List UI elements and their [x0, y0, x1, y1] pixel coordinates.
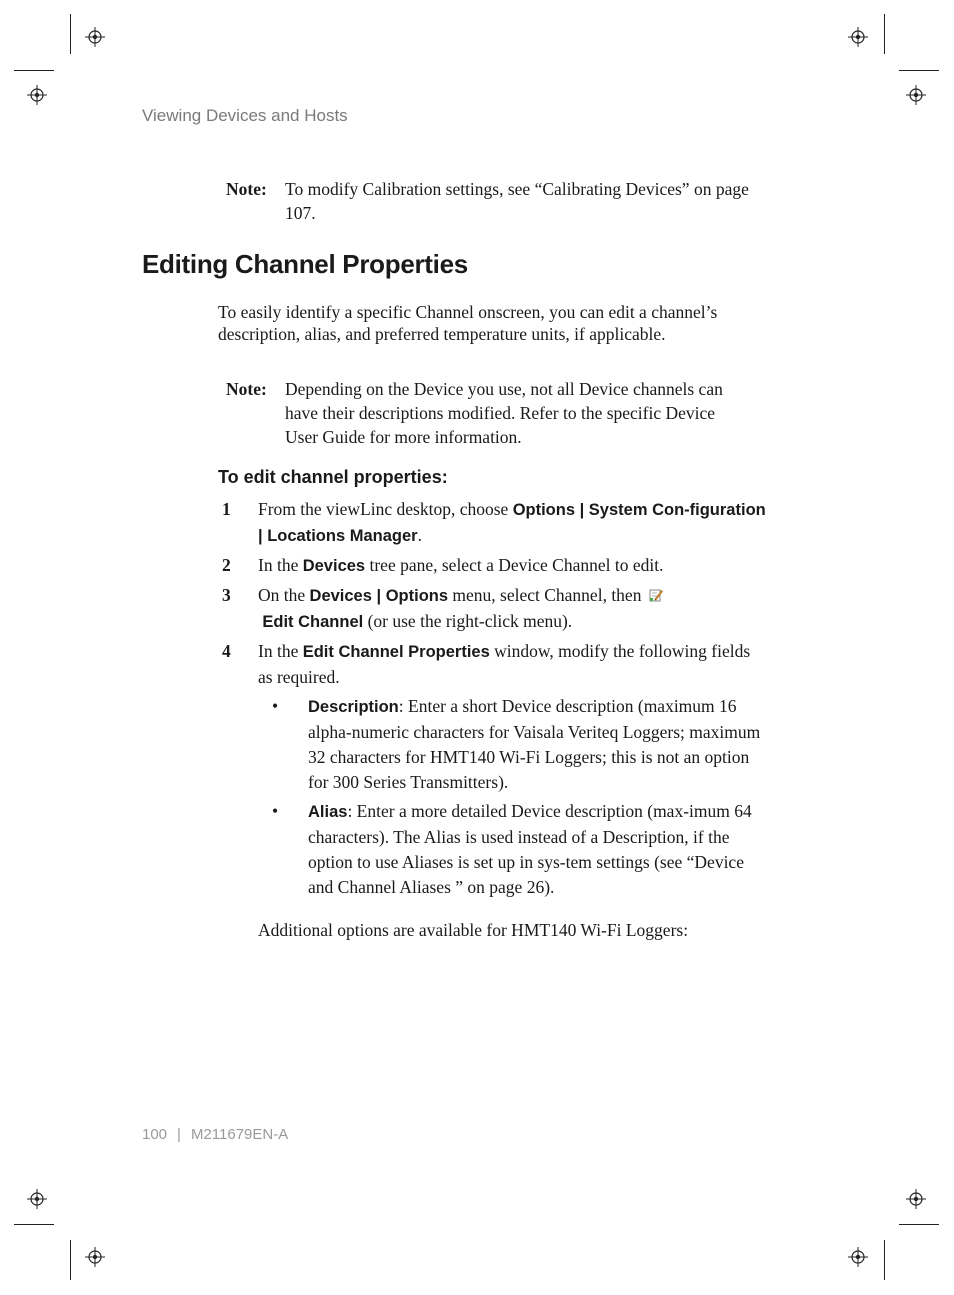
section-heading: Editing Channel Properties — [142, 249, 468, 279]
ui-term: Edit Channel — [262, 613, 364, 631]
crosshair-icon — [848, 27, 868, 47]
crosshair-icon — [906, 85, 926, 105]
menu-path: Devices | Options — [309, 587, 449, 605]
step-item — [222, 497, 767, 549]
page-footer — [142, 1126, 288, 1143]
step-number: 2 — [222, 555, 231, 575]
calibration-note — [226, 177, 766, 225]
step-number: 4 — [222, 641, 231, 661]
intro-paragraph: To easily identify a specific Channel onscreen, you can edit a channel’s description, alias, and preferred temperature units, if applicable. — [218, 302, 718, 344]
bullet-dot: • — [272, 801, 279, 821]
window-name: Edit Channel Properties — [302, 643, 490, 661]
crop-mark — [70, 14, 71, 54]
step-text: tree pane, select a Device Channel to edit. — [365, 555, 664, 575]
crosshair-icon — [85, 1247, 105, 1267]
step-text: In the — [258, 641, 303, 661]
note-text: To modify Calibration settings, see “Calibrating Devices” on page 107. — [285, 179, 749, 223]
step-text: menu, select Channel, then — [448, 585, 646, 605]
note-label: Note: — [226, 379, 267, 399]
step-text: (or use the right-click menu). — [363, 611, 573, 631]
step-item — [222, 639, 767, 690]
crop-mark — [70, 1240, 71, 1280]
crop-mark — [899, 1224, 939, 1225]
bullet-dot: • — [272, 696, 279, 716]
step-item — [222, 553, 767, 579]
step-item — [222, 583, 767, 635]
menu-path: Options | System Con-figuration | Locations Manager — [258, 501, 766, 545]
field-description: : Enter a more detailed Device description (max-imum 64 characters). The Alias is used instead of a Description, if the option to use Aliases is set up in sys-tem settings (see “Device and Channel Aliases ” on page 26). — [308, 801, 752, 897]
crosshair-icon — [906, 1189, 926, 1209]
step-text: From the viewLinc desktop, choose — [258, 499, 513, 519]
note-label: Note: — [226, 179, 267, 199]
ui-term: Devices — [302, 557, 366, 575]
step-text: On the — [258, 585, 310, 605]
field-list — [258, 694, 767, 900]
field-name: Description — [308, 698, 399, 716]
crop-mark — [14, 1224, 54, 1225]
crop-mark — [884, 14, 885, 54]
crosshair-icon — [85, 27, 105, 47]
crop-mark — [884, 1240, 885, 1280]
step-number: 1 — [222, 499, 231, 519]
additional-options-text: Additional options are available for HMT140 Wi-Fi Loggers: — [258, 920, 689, 940]
step-text: In the — [258, 555, 303, 575]
crosshair-icon — [27, 85, 47, 105]
footer-separator: | — [177, 1126, 181, 1143]
edit-pencil-icon — [649, 588, 663, 602]
note-text: Depending on the Device you use, not all Device channels can have their descriptions modified. Refer to the specific Device User Guide for more information. — [285, 379, 723, 447]
device-note — [226, 377, 751, 449]
field-description: : Enter a short Device description (maximum 16 alpha-numeric characters for Vaisala Veriteq Loggers; maximum 32 characters for HMT140 Wi-Fi Loggers; this is not an option for 300 Series Transmitters). — [308, 696, 761, 792]
running-head: Viewing Devices and Hosts — [142, 106, 348, 125]
step-text: window, modify the following fields as required. — [258, 641, 751, 687]
crosshair-icon — [848, 1247, 868, 1267]
document-code: M211679EN-A — [190, 1126, 289, 1143]
crosshair-icon — [27, 1189, 47, 1209]
list-item — [258, 694, 767, 795]
crop-mark — [14, 70, 54, 71]
step-text: . — [417, 525, 422, 545]
page-number: 100 — [142, 1126, 168, 1143]
procedure-steps — [222, 497, 767, 904]
step-number: 3 — [222, 585, 231, 605]
list-item — [258, 799, 767, 900]
crop-mark — [899, 70, 939, 71]
procedure-title: To edit channel properties: — [218, 467, 448, 487]
field-name: Alias — [308, 803, 348, 821]
